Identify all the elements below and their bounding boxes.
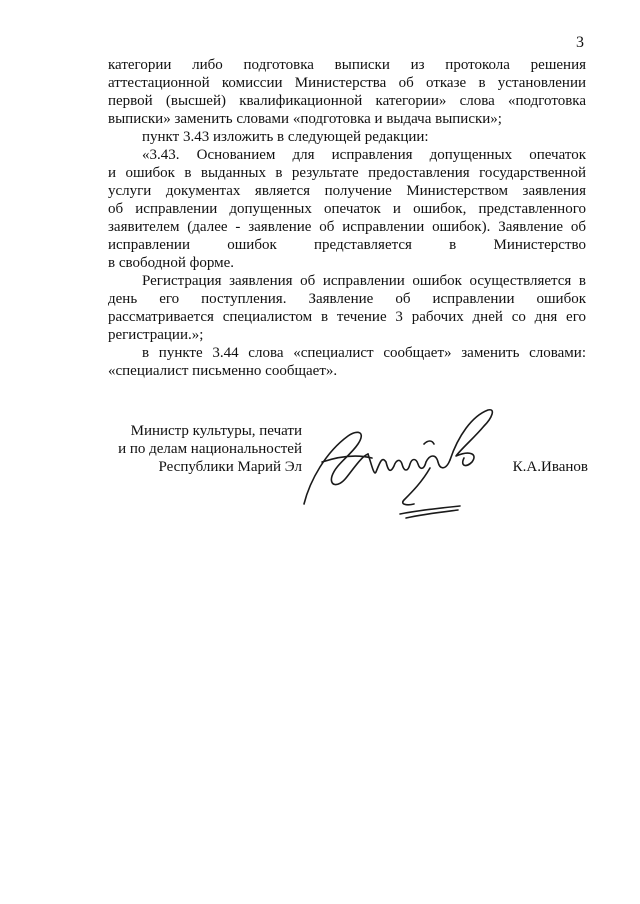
text-line: выписки» заменить словами «подготовка и выдача выписки»; <box>108 111 502 127</box>
text-line: услуги документах является получение Министерством заявления <box>108 183 586 199</box>
paragraph-item-3-44 <box>108 344 586 380</box>
handwritten-signature <box>296 396 496 526</box>
text-line: рассматривается специалистом в течение 3 рабочих дней со дня его <box>108 309 586 325</box>
text-line: в свободной форме. <box>108 255 234 271</box>
text-line: об исправлении допущенных опечаток и ошибок, представленного <box>108 201 586 217</box>
text-line: категории либо подготовка выписки из протокола решения <box>108 57 586 73</box>
text-line: пункт 3.43 изложить в следующей редакции: <box>142 129 429 145</box>
text-line: «специалист письменно сообщает». <box>108 363 338 379</box>
document-body <box>108 56 586 380</box>
signatory-name: К.А.Иванов <box>512 459 588 475</box>
text-line: «3.43. Основанием для исправления допущенных опечаток <box>142 147 586 163</box>
text-line: исправлении ошибок представляется в Министерство <box>108 237 586 253</box>
paragraph-registration <box>108 272 586 344</box>
paragraph-continuation <box>108 56 586 128</box>
text-line: заявителем (далее - заявление об исправлении ошибок). Заявление об <box>108 219 586 235</box>
paragraph-3-43-text <box>108 146 586 272</box>
text-line: в пункте 3.44 слова «специалист сообщает» заменить словами: <box>142 345 586 361</box>
signatory-title-line: и по делам национальностей <box>118 441 302 457</box>
signatory-title-line: Министр культуры, печати <box>130 423 302 439</box>
page-number: 3 <box>576 34 584 51</box>
text-line: первой (высшей) квалификационной категории» слова «подготовка <box>108 93 586 109</box>
signatory-title-line: Республики Марий Эл <box>158 459 302 475</box>
paragraph-item-3-43-intro <box>108 128 586 146</box>
text-line: день его поступления. Заявление об исправлении ошибок <box>108 291 586 307</box>
text-line: и ошибок в выданных в результате предоставления государственной <box>108 165 586 181</box>
text-line: регистрации.»; <box>108 327 204 343</box>
signatory-title <box>108 422 302 476</box>
text-line: аттестационной комиссии Министерства об отказе в установлении <box>108 75 586 91</box>
text-line: Регистрация заявления об исправлении ошибок осуществляется в <box>142 273 586 289</box>
